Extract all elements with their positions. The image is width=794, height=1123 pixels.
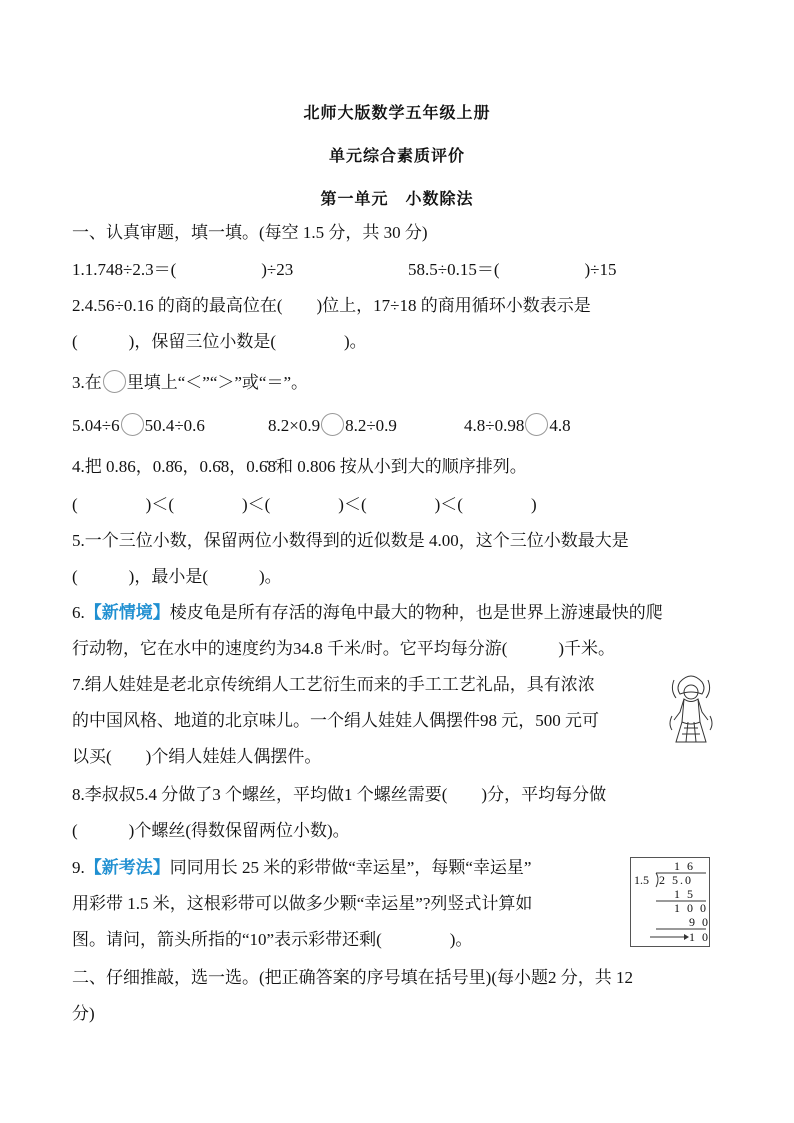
q2-line2: ( )，保留三位小数是( )。 — [72, 332, 367, 351]
q3-prefix: 3.在 — [72, 373, 102, 392]
q9-text: 同同用长 25 米的彩带做“幸运星”，每颗“幸运星” — [169, 858, 532, 877]
division-step-2: 1 0 0 — [674, 901, 708, 915]
q3-c1-right: 50.4÷0.6 — [144, 416, 205, 435]
q4-line1: 4.把 0.86，0.8̇6，0.6̇8，0.6̇8̇和 0.806 按从小到大的顺序排列。 — [72, 457, 527, 476]
division-step-1: 1 5 — [674, 887, 695, 901]
q8-line1: 8.李叔叔5.4 分做了3 个螺丝，平均做1 个螺丝需要( )分，平均每分做 — [72, 785, 607, 804]
q6-number: 6. — [72, 603, 85, 622]
unit-title: 第一单元 小数除法 — [320, 189, 474, 208]
q9-line2: 用彩带 1.5 米，这根彩带可以做多少颗“幸运星”?列竖式计算如 — [72, 894, 533, 913]
q4-line2: ( )＜( )＜( )＜( )＜( ) — [72, 495, 537, 514]
answer-circle[interactable] — [121, 413, 144, 436]
q3-c3-right: 4.8 — [549, 416, 571, 435]
compare-circle-icon — [103, 370, 126, 393]
q3-c3-left: 4.8÷0.98 — [464, 416, 525, 435]
long-division-figure — [630, 857, 710, 947]
q3-line1 — [72, 370, 308, 394]
q5-line2: ( )，最小是( )。 — [72, 567, 282, 586]
q3-c2-right: 8.2÷0.9 — [345, 416, 397, 435]
silk-doll-illustration — [666, 672, 716, 744]
section2-heading-line2: 分) — [72, 1004, 95, 1023]
section1-heading: 一、认真审题，填一填。(每空 1.5 分，共 30 分) — [72, 223, 428, 242]
q6-line1 — [72, 602, 663, 624]
division-dividend: 2 5.0 — [659, 873, 693, 887]
division-quotient: 1 6 — [674, 859, 695, 873]
q9-tag: 【新考法】 — [84, 858, 170, 877]
answer-circle[interactable] — [525, 413, 548, 436]
answer-circle[interactable] — [321, 413, 344, 436]
q6-text: 棱皮龟是所有存活的海龟中最大的物种，也是世界上游速最快的爬 — [169, 603, 663, 622]
q2-line1: 2.4.56÷0.16 的商的最高位在( )位上，17÷18 的商用循环小数表示是 — [72, 296, 591, 315]
q6-tag: 【新情境】 — [84, 603, 170, 622]
q9-line3: 图。请问，箭头所指的“10”表示彩带还剩( )。 — [72, 930, 473, 949]
q7-line3: 以买( )个绢人娃娃人偶摆件。 — [72, 747, 322, 766]
q3-suffix: 里填上“＜”“＞”或“＝”。 — [126, 373, 309, 392]
q3-comparison-3 — [464, 413, 571, 437]
q5-line1: 5.一个三位小数，保留两位小数得到的近似数是 4.00，这个三位小数最大是 — [72, 531, 629, 550]
document-title: 北师大版数学五年级上册 — [303, 103, 491, 122]
q3-comparison-2 — [268, 413, 397, 437]
document-subtitle: 单元综合素质评价 — [328, 146, 465, 165]
q7-line2: 的中国风格、地道的北京味儿。一个绢人娃娃人偶摆件98 元，500 元可 — [72, 711, 599, 730]
arrow-icon — [650, 934, 689, 940]
q9-number: 9. — [72, 858, 85, 877]
q9-line1 — [72, 857, 531, 879]
q1-part-a: 1.1.748÷2.3＝( )÷23 — [72, 260, 294, 279]
q3-c2-left: 8.2×0.9 — [268, 416, 321, 435]
q7-line1: 7.绢人娃娃是老北京传统绢人工艺衍生而来的手工工艺礼品，具有浓浓 — [72, 675, 595, 694]
q3-c1-left: 5.04÷6 — [72, 416, 120, 435]
q8-line2: ( )个螺丝(得数保留两位小数)。 — [72, 821, 350, 840]
division-divisor: 1.5 — [634, 873, 649, 887]
division-remainder: 1 0 — [689, 930, 710, 944]
division-step-3: 9 0 — [689, 915, 710, 929]
q3-comparison-1 — [72, 413, 205, 437]
q6-line2: 行动物，它在水中的速度约为34.8 千米/时。它平均每分游( )千米。 — [72, 639, 616, 658]
q1-part-b: 58.5÷0.15＝( )÷15 — [408, 260, 617, 279]
section2-heading-line1: 二、仔细推敲，选一选。(把正确答案的序号填在括号里)(每小题2 分，共 12 — [72, 968, 633, 987]
